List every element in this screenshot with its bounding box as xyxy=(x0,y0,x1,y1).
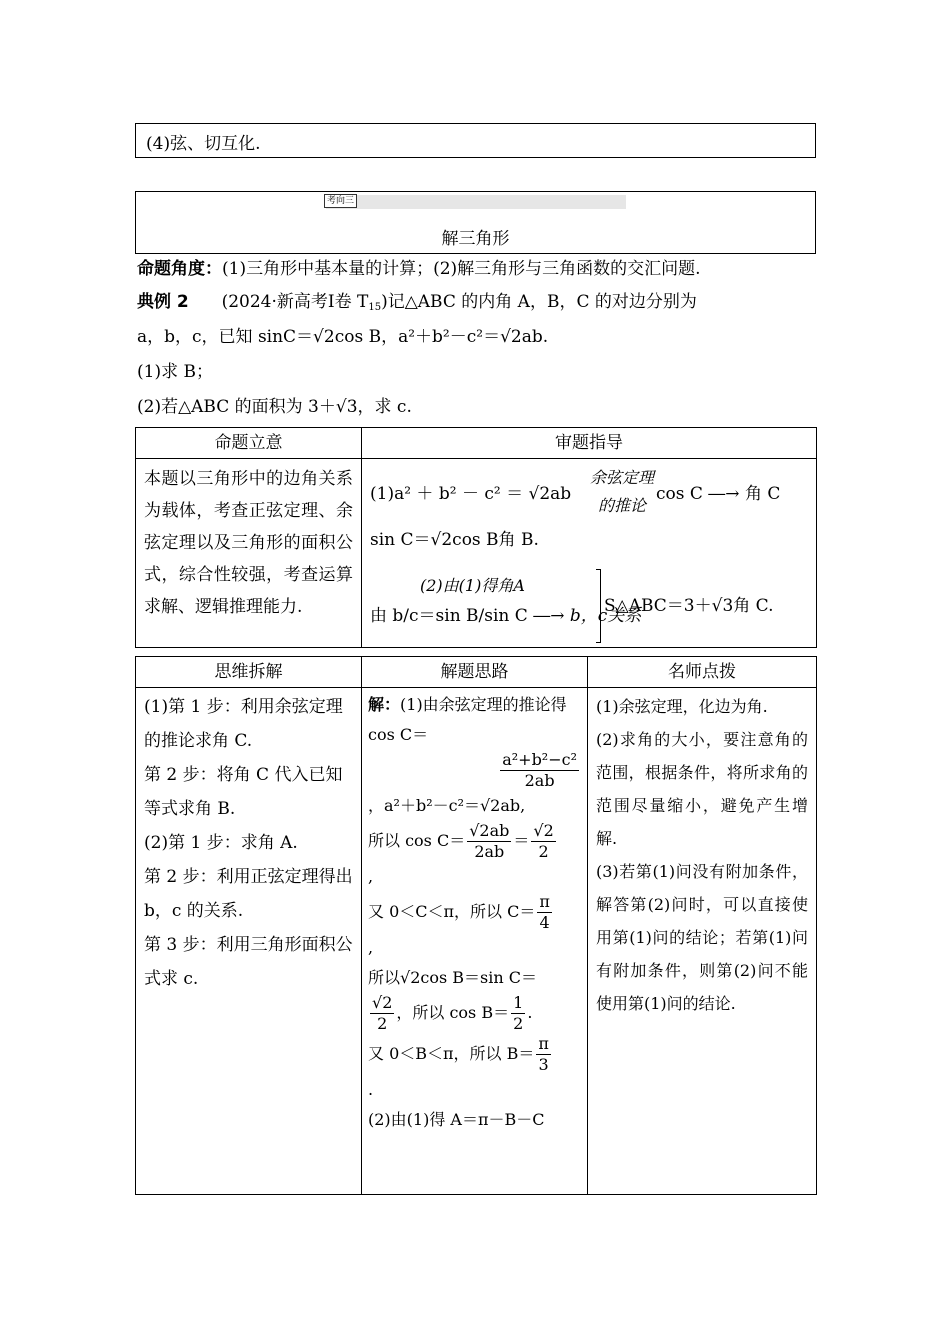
example-intro: )记△ABC 的内角 A，B，C 的对边分别为 xyxy=(381,292,697,312)
guide-row-1 xyxy=(370,477,780,511)
head-tips: 名师点拨 xyxy=(588,657,817,688)
guide-row-3-a: 由 b/c＝sin B/sin C xyxy=(370,606,528,626)
angle-label: 命题角度： xyxy=(137,259,222,279)
solution-line-3: 所以 cos C＝ xyxy=(368,831,466,850)
section-box xyxy=(135,191,816,254)
section-badge-bar xyxy=(326,195,626,209)
solution-line-7: 又 0＜B＜π，所以 B＝ xyxy=(368,1044,535,1063)
solution-line-5: 所以√2cos B＝sin C＝ xyxy=(368,968,537,987)
thinking-cell xyxy=(136,688,362,1195)
guide-row-1-b: cos C xyxy=(655,484,703,504)
fraction-cos-c: $\frac{\text{a²+b²−c²}}{2ab}$ xyxy=(502,750,577,790)
solution-line-2: ，a²＋b²－c²＝√2ab, xyxy=(368,796,526,815)
section-badge: 考向三 xyxy=(324,194,357,208)
head-intent: 命题立意 xyxy=(136,428,362,459)
guide-row-3-c: S△ABC＝3＋√3角 C. xyxy=(604,596,774,616)
guide-row-3-label: (2)由(1)得角A xyxy=(420,576,525,595)
guide-cell xyxy=(362,459,817,648)
tip-3: (3)若第(1)问没有附加条件，解答第(2)问时，可以直接使用第(1)问的结论；若第(1)问有附加条件，则第(2)问不能使用第(1)问的结论. xyxy=(596,862,808,1013)
top-box-text: (4)弦、切互化. xyxy=(146,134,261,154)
head-guide: 审题指导 xyxy=(362,428,817,459)
intent-text: 本题以三角形中的边角关系为载体，考查正弦定理、余弦定理以及三角形的面积公式，综合性较强，考查运算求解、逻辑推理能力. xyxy=(136,459,362,648)
bracket xyxy=(596,569,601,643)
head-solution: 解题思路 xyxy=(362,657,588,688)
tip-1: (1)余弦定理，化边为角. xyxy=(596,697,768,716)
example-source: (2024·新高考Ⅰ卷 T xyxy=(221,292,369,312)
head-thinking: 思维拆解 xyxy=(136,657,362,688)
angle-text: (1)三角形中基本量的计算；(2)解三角形与三角函数的交汇问题. xyxy=(222,259,701,279)
arrow-icon: ―→ xyxy=(708,484,740,504)
section-title: 解三角形 xyxy=(441,229,510,249)
guide-row-3-b: b，c关系 xyxy=(569,606,642,626)
question-2: (2)若△ABC 的面积为 3＋√3，求 c. xyxy=(137,397,412,417)
example-label: 典例 2 xyxy=(137,292,189,312)
guide-top-label: 余弦定理 xyxy=(590,468,655,487)
solution-cell: 解：(1)由余弦定理的推论得 cos C＝ $\frac{\text{a²+b²−c²}}{2ab}$ ，a²＋b²－c²＝√2ab, 所以 cos C＝ $\frac{√2ab}{2ab}$ ＝ $\frac{√2}{2}$ , 又 0＜C＜π，所以 C＝ $\frac{\pi}{4}$ , 所以√2cos B＝sin C＝ $\frac{√2}{2}$ ，所以 cos B＝ $\frac{1}{2}$ . 又 0＜B＜π，所以 B＝ $\frac{\pi}{3}$ . (2)由(1)得 A＝π－B－C xyxy=(362,688,588,1195)
solution-line-4: 又 0＜C＜π，所以 C＝ xyxy=(368,902,536,921)
arrow-icon-2: ―→ xyxy=(533,606,565,626)
thinking-step-4: 第 2 步：利用正弦定理得出 b，c 的关系. xyxy=(144,867,353,921)
thinking-step-2: 第 2 步：将角 C 代入已知等式求角 B. xyxy=(144,765,343,819)
tips-cell xyxy=(588,688,817,1195)
guide-row-1-a: (1)a² ＋ b² － c² ＝ √2ab xyxy=(370,484,572,504)
guide-row-1-c: 角 C xyxy=(744,484,781,504)
thinking-step-3: (2)第 1 步：求角 A. xyxy=(144,833,298,853)
table-solution xyxy=(135,656,817,1195)
tip-2: (2)求角的大小，要注意角的范围，根据条件，将所求角的范围尽量缩小，避免产生增解. xyxy=(596,730,808,848)
solution-line-8: (2)由(1)得 A＝π－B－C xyxy=(368,1110,545,1129)
example-line-1 xyxy=(137,290,817,320)
example-line-2: a，b，c，已知 sinC＝√2cos B，a²＋b²－c²＝√2ab. xyxy=(137,327,549,347)
example-source-sub: 15 xyxy=(368,302,382,313)
guide-row-2: sin C＝√2cos B角 B. xyxy=(370,530,539,550)
angle-line xyxy=(137,257,817,281)
top-box xyxy=(135,123,816,158)
guide-bottom-label: 的推论 xyxy=(598,496,647,515)
solution-line-1: (1)由余弦定理的推论得 cos C＝ xyxy=(368,695,567,744)
solution-line-6: ，所以 cos B＝ xyxy=(396,1003,510,1022)
thinking-step-5: 第 3 步：利用三角形面积公式求 c. xyxy=(144,935,353,989)
question-1: (1)求 B； xyxy=(137,362,213,382)
table-intent-guide xyxy=(135,427,817,648)
thinking-step-1: (1)第 1 步：利用余弦定理的推论求角 C. xyxy=(144,697,343,751)
solution-label: 解： xyxy=(368,695,401,714)
